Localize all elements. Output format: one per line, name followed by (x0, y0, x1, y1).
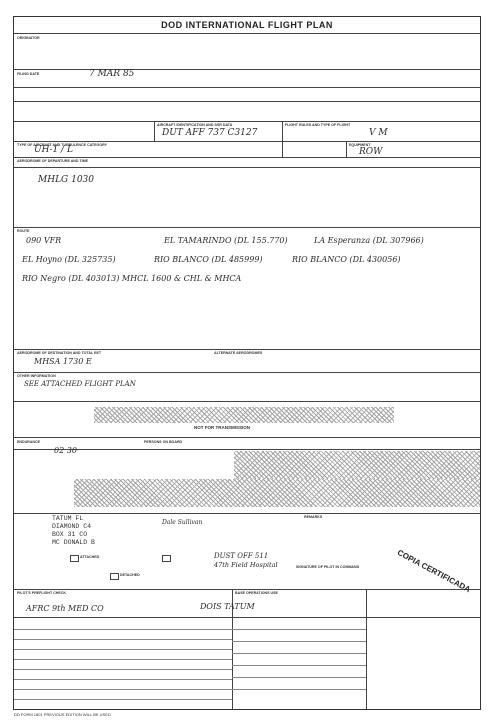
divider (232, 653, 366, 654)
checked-checkbox[interactable] (162, 555, 171, 562)
route-line1: EL TAMARINDO (DL 155.770) (164, 236, 288, 245)
route-line2c: RIO BLANCO (DL 430056) (292, 255, 401, 264)
divider (282, 121, 283, 157)
divider (14, 639, 232, 640)
form-footer: DD FORM 1801 PREVIOUS EDITION WILL BE USED (14, 712, 111, 717)
detached-label: DETACHED (120, 573, 140, 577)
divider (14, 649, 232, 650)
other-info-value: SEE ATTACHED FLIGHT PLAN (24, 380, 136, 388)
base-ops-label: BASE OPERATIONS USE (235, 591, 278, 595)
pilot-check-label: PILOT'S PREFLIGHT CHECK (17, 591, 66, 595)
divider (232, 641, 366, 642)
divider (232, 677, 366, 678)
flight-rules-label: FLIGHT RULES AND TYPE OF FLIGHT (285, 123, 351, 127)
remark-line2: 47th Field Hospital (214, 561, 278, 569)
divider (14, 437, 480, 438)
departure-value: MHLG 1030 (38, 175, 94, 185)
route-line2b: RIO BLANCO (DL 485999) (154, 255, 263, 264)
divider (232, 665, 366, 666)
alternate-label: ALTERNATE AERODROMES (214, 351, 263, 355)
divider (14, 372, 480, 373)
departure-label: AERODROME OF DEPARTURE AND TIME (17, 159, 89, 163)
divider (14, 513, 480, 514)
attached-checkbox[interactable] (70, 555, 79, 562)
destination-label: AERODROME OF DESTINATION AND TOTAL EET (17, 351, 102, 355)
originator-label: ORIGINATOR (17, 36, 40, 40)
divider (14, 349, 480, 350)
divider (14, 121, 480, 122)
detached-checkbox[interactable] (110, 573, 119, 580)
aircraft-id-value: DUT AFF 737 C3127 (162, 128, 258, 138)
divider (366, 589, 367, 709)
remarks-label: REMARKS (304, 515, 323, 519)
unit-line: TATUM FL (52, 515, 84, 522)
divider (14, 401, 480, 402)
divider (154, 121, 155, 141)
divider (14, 629, 232, 630)
redacted-band (74, 479, 480, 507)
remark-line1: DUST OFF 511 (214, 552, 269, 560)
divider (14, 589, 480, 590)
flight-rules-value: V M (369, 128, 388, 138)
equipment-label: EQUIPMENT (349, 143, 371, 147)
attached-label: ATTACHED (80, 555, 100, 559)
flight-plan-form (13, 16, 481, 710)
signature-mid: Dale Sullivan (162, 519, 203, 526)
destination-value: MHSA 1730 E (34, 357, 92, 366)
unit-line: BOX 31 CO (52, 531, 88, 538)
unit-line: MC DONALD B (52, 539, 95, 546)
divider (14, 669, 232, 670)
endurance-label: ENDURANCE (17, 440, 40, 444)
not-for-transmission-label: NOT FOR TRANSMISSION (194, 425, 250, 430)
unit-line: DIAMOND C4 (52, 523, 92, 530)
divider (14, 157, 480, 158)
divider (232, 689, 366, 690)
divider (14, 617, 480, 618)
officer-name: DOIS TATUM (200, 602, 255, 611)
route-line2a: EL Hoyno (DL 325735) (22, 255, 116, 264)
divider (232, 629, 366, 630)
divider (14, 699, 232, 700)
divider (14, 101, 480, 102)
divider (14, 449, 480, 450)
redacted-band (94, 407, 394, 423)
aircraft-type-value: UH-1 / L (34, 145, 73, 155)
divider (14, 33, 480, 34)
divider (346, 141, 347, 157)
aircraft-type-label: TYPE OF AIRCRAFT AND TURBULENCE CATEGORY (17, 143, 107, 147)
divider (14, 167, 480, 168)
route-label: ROUTE (17, 229, 30, 233)
endurance-value: 02 30 (54, 446, 77, 455)
other-info-label: OTHER INFORMATION (17, 374, 56, 378)
divider (14, 87, 480, 88)
persons-on-board-label: PERSONS ON BOARD (144, 440, 183, 444)
route-speed: 090 VFR (26, 236, 62, 245)
signature-label: SIGNATURE OF PILOT IN COMMAND (296, 565, 360, 569)
route-line1b: LA Esperanza (DL 307966) (314, 236, 424, 245)
divider (14, 69, 480, 70)
form-title: DOD INTERNATIONAL FLIGHT PLAN (161, 20, 333, 30)
equipment-value: ROW (359, 147, 383, 157)
certified-copy-stamp: COPIA CERTIFICADA (395, 548, 472, 595)
filing-date-value: 7 MAR 85 (89, 69, 135, 79)
filing-date-label: FILING DATE (17, 72, 40, 76)
divider (14, 141, 480, 142)
aircraft-id-label: AIRCRAFT IDENTIFICATION AND SSR DATA (157, 123, 233, 127)
unit-bottom: AFRC 9th MED CO (26, 604, 104, 613)
divider (14, 679, 232, 680)
redacted-band (234, 451, 480, 479)
divider (14, 659, 232, 660)
divider (14, 689, 232, 690)
divider (14, 227, 480, 228)
route-line3: RIO Negro (DL 403013) MHCL 1600 & CHL & MHCA (22, 274, 242, 283)
